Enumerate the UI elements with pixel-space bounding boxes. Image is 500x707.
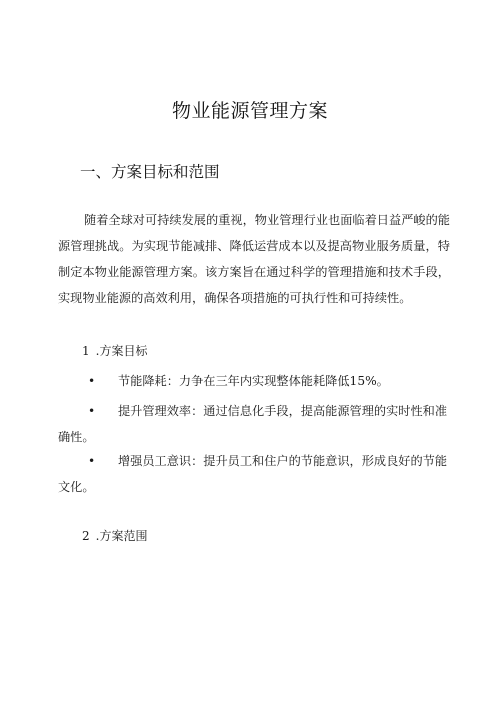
bullet-icon: • — [88, 454, 96, 468]
scope-heading-number: 2 — [82, 529, 90, 543]
bullet-icon: • — [88, 374, 96, 388]
scope-heading — [82, 527, 147, 544]
goal-text: 节能降耗：力争在三年内实现整体能耗降低15%。 — [118, 374, 389, 388]
goal-text: 提升管理效率：通过信息化手段，提高能源管理的实时性和准确性。 — [58, 404, 448, 444]
goals-heading-number: 1 — [82, 344, 90, 358]
scope-heading-label: .方案范围 — [95, 529, 148, 543]
goal-item — [58, 368, 450, 394]
goals-heading — [82, 342, 147, 359]
goal-text: 增强员工意识：提升员工和住户的节能意识，形成良好的节能文化。 — [58, 454, 448, 494]
goal-item — [58, 448, 450, 500]
intro-paragraph: 随着全球对可持续发展的重视，物业管理行业也面临着日益严峻的能源管理挑战。为实现节能减排、降低运营成本以及提高物业服务质量，特制定本物业能源管理方案。该方案旨在通过科学的管理措施和技术手段，实现物业能源的高效利用，确保各项措施的可执行性和可持续性。 — [58, 213, 450, 305]
goal-item — [58, 398, 450, 450]
document-title: 物业能源管理方案 — [171, 100, 328, 122]
section-heading: 一、方案目标和范围 — [80, 163, 220, 181]
bullet-icon: • — [88, 404, 96, 418]
goals-heading-label: .方案目标 — [95, 344, 148, 358]
